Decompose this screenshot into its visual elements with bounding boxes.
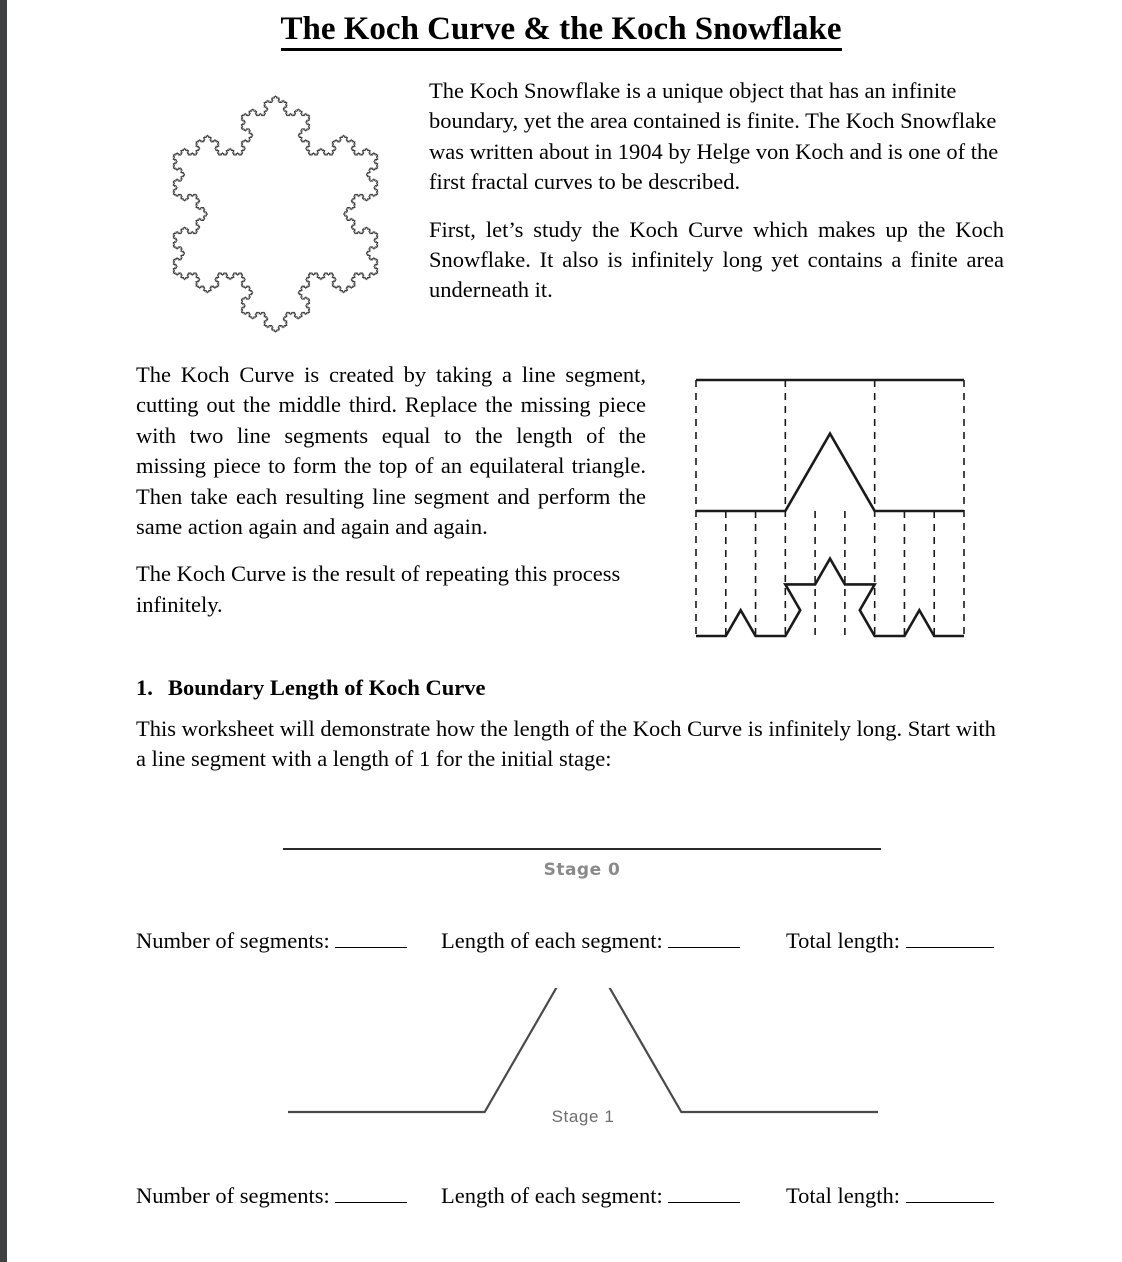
construction-guide-lines	[696, 380, 964, 636]
intro-text-block	[429, 76, 1004, 306]
koch-construction-stages-diagram	[688, 372, 972, 644]
stage-1-number-of-segments-label: Number of segments:	[136, 1183, 330, 1208]
stage-0-number-of-segments-blank[interactable]	[335, 947, 407, 948]
section-1-number: 1.	[136, 675, 153, 700]
stage-0-total-length-blank[interactable]	[906, 947, 994, 948]
intro-paragraph-1: The Koch Snowflake is a unique object that has an infinite boundary, yet the area contained is finite. The Koch Snowflake was written about in 1904 by Helge von Koch and is one of the first fractal curves to be described.	[429, 78, 999, 195]
stage-1-label: Stage 1	[551, 1107, 615, 1126]
koch-snowflake-icon	[143, 78, 408, 340]
koch-stage-1-curve	[696, 434, 964, 511]
stage-0-length-of-each-segment-field[interactable]	[441, 928, 740, 954]
page-title	[0, 11, 1122, 48]
koch-snowflake-figure	[143, 78, 408, 340]
stage-0-number-of-segments-label: Number of segments:	[136, 928, 330, 953]
section-1-heading	[136, 675, 996, 701]
stage-1-total-length-label: Total length:	[786, 1183, 901, 1208]
stage-1-answer-row	[136, 1183, 1016, 1213]
stage-0-total-length-label: Total length:	[786, 928, 901, 953]
stage-1-number-of-segments-field[interactable]	[136, 1183, 407, 1209]
stage-0-line-segment	[283, 848, 881, 850]
stage-0-length-of-each-segment-label: Length of each segment:	[441, 928, 663, 953]
stage-0-length-of-each-segment-blank[interactable]	[668, 947, 740, 948]
stage-1-length-of-each-segment-blank[interactable]	[668, 1202, 740, 1203]
section-1-heading-text: Boundary Length of Koch Curve	[168, 675, 486, 700]
stage-1-total-length-field[interactable]	[786, 1183, 994, 1209]
stage-0-total-length-field[interactable]	[786, 928, 994, 954]
stage-1-length-of-each-segment-field[interactable]	[441, 1183, 740, 1209]
stage-0-label: Stage 0	[543, 860, 621, 880]
intro-paragraph-2: First, let’s study the Koch Curve which makes up the Koch Snowflake. It also is infinitely long yet contains a finite area underneath it.	[429, 216, 1004, 303]
stage-1-total-length-blank[interactable]	[906, 1202, 994, 1203]
section-1	[136, 675, 996, 775]
stage-0-number-of-segments-field[interactable]	[136, 928, 407, 954]
construction-paragraph-2: The Koch Curve is the result of repeating this process infinitely.	[136, 561, 621, 617]
page-title-text: The Koch Curve & the Koch Snowflake	[281, 11, 842, 51]
construction-text-block	[136, 360, 646, 620]
koch-stage-0-figure	[283, 840, 883, 898]
construction-paragraph-1: The Koch Curve is created by taking a line segment, cutting out the middle third. Replace the missing piece with two line segments equal to the length of the missing piece to form the top of an equilateral triangle. Then take each resulting line segment and perform the same action again and again and again.	[136, 362, 646, 540]
construction-stage-curves	[696, 380, 964, 636]
stage-0-answer-row	[136, 928, 1016, 958]
koch-stage-1-svg	[283, 988, 883, 1118]
koch-stage-2-curve	[696, 559, 964, 636]
stage-1-curve	[288, 988, 878, 1112]
stage-1-length-of-each-segment-label: Length of each segment:	[441, 1183, 663, 1208]
section-1-intro-paragraph: This worksheet will demonstrate how the length of the Koch Curve is infinitely long. Start with a line segment with a length of 1 for the initial stage:	[136, 716, 996, 772]
koch-stage-1-figure	[283, 988, 883, 1148]
stage-1-number-of-segments-blank[interactable]	[335, 1202, 407, 1203]
koch-construction-svg	[688, 372, 972, 644]
